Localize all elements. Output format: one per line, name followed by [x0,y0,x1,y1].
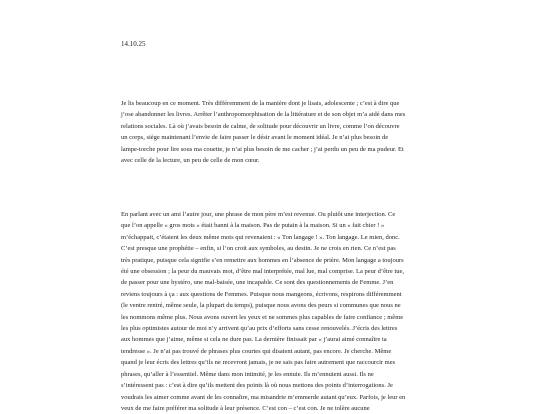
paragraph-line: En parlant avec un ami l’autre jour, une phrase de mon père m’est revenue. Ou plutôt une interjection. Ce [121,211,396,218]
paragraph-line: lampe-torche pour lire sous ma couette, je n’ai plus besoin de me cacher ; j’ai perdu un peu de ma pudeur. Et [121,145,404,153]
paragraph-line: été une obsession ; la peur du mauvais mot, d’être mal interprétée, mal lue, mal comprise. La peur d’être tue, [121,268,405,276]
paragraph-line: de passer pour une hystéro, une mal-baisée, une incapable. Ce sont des questionnements de Femme. J’en [121,279,394,287]
paragraph-line: les plus optimistes autour de moi n’y arrivent qu’au prix d’efforts sans cesse renouvelés. J’écris des lettres [121,325,398,333]
paragraph-line: phrases, qu’aller à l’essentiel. Même dans mon intimité, je les ennuie. Ils m’ennuient aussi. Ils ne [121,370,374,378]
paragraph-line: aux hommes que j’aime, même si cela ne dure pas. La dernière finissait par « j’aurai aimé connaître ta [121,336,387,344]
paragraph-line: s’intéressent pas : c’est à dire qu’ils mettent des points là où nous mettons des points d’interrogations. Je [121,382,393,390]
paragraph-line: veux de me faire préférer ma solitude à leur présence. C’est con – c’est con. Je ne tolère aucune [121,404,370,412]
paragraph-line: très pratique, puisque cela signifie s’en remettre aux hommes en l’absence de prière. Mon langage a toujours [121,256,404,264]
entry-date: 14.10.25 [121,40,146,48]
paragraph-line: un corps, siège maintenant l’envie de faire passer le désir avant le moment idéal. Je n’ai plus besoin de [121,134,389,142]
paragraph-line: voudrais les aimer comme avant de les connaître, ma misandrie m’emmerde autant qu’eux. Parfois, je leur en [121,393,406,401]
paragraph-line: quand je leur écris des lettres qu’ils ne recevront jamais, je ne sais pas faire autrement que raccourcir mes [121,359,396,367]
paragraph-line: relations sociales. Là où j’avais besoin de calme, de solitude pour découvrir un livre, comme l’on découvre [121,122,400,130]
paragraph-line: Je lis beaucoup en ce moment. Très différemment de la manière dont je lisais, adolescente ; c’est à dire que [121,100,400,107]
paragraph-line: (le ventre rentré, même seule, la plupart du temps), puisque nous avons des peurs si communes que nous ne [121,302,401,310]
paragraph-line: avec celle de la lecture, un peu de celle de mon cœur. [121,157,260,165]
paragraph-line: j’ose abandonner les livres. Arrêter l’anthropomorphisation de la littérature et de son objet m’a aidé dans mes [121,111,406,119]
paragraph-line: reviens toujours à ça : aux questions de Femmes. Puisque nous mangeons, écrivons, respirons différemment [121,290,402,298]
paragraph-line: C’est presque une prophétie – enfin, si l’on croit aux symboles, au destin. Je ne crois en rien. Ce n’est pas [121,245,396,253]
paragraph-line: que l’on appelle « gros mots » était banni à la maison. Pas de putain à la maison. Si un « fait chier ! » [121,222,385,230]
paragraph-line: les nommons même plus. Nous avons ouvert les yeux et ne sommes plus capables de faire confiance ; même [121,313,404,321]
paragraph-line: m’échappait, c’étaient les deux même mots qui revenaient : « Ton langage ! ». Ton langage. Le mien, donc. [121,233,400,241]
paragraph-1 [121,98,421,166]
paragraph-2 [121,209,421,414]
paragraph-line: tendresse ». Je n’ai pas trouvé de phrases plus courtes qui disaient autant, pas encore. Je cherche. Même [121,347,392,355]
